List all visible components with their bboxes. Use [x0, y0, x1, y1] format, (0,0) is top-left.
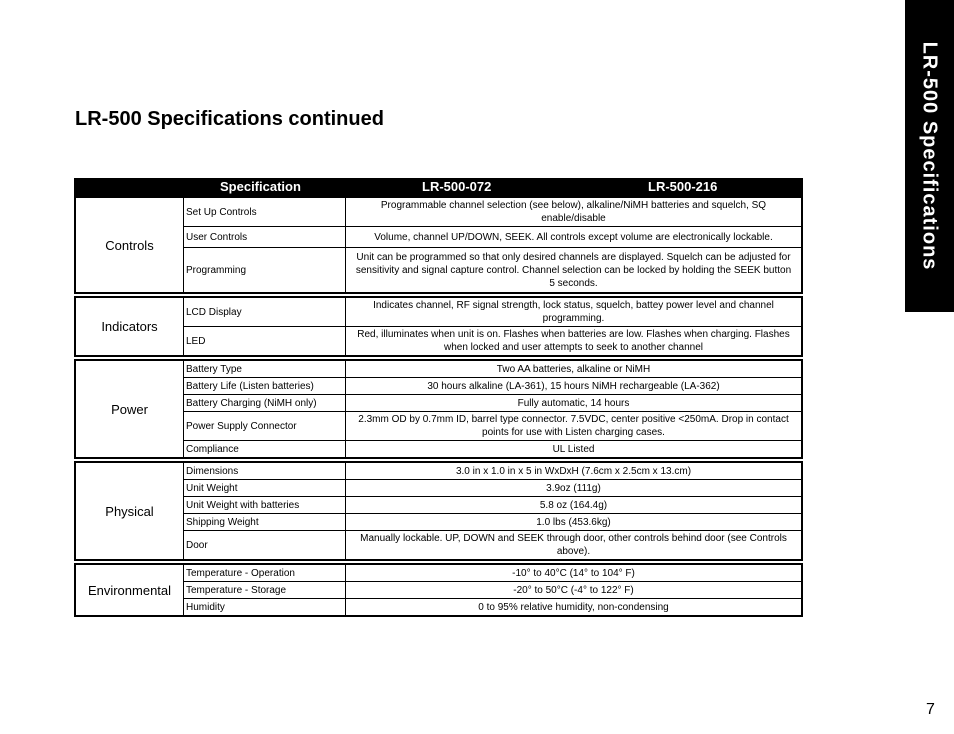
spec-name: Humidity: [184, 599, 346, 615]
spec-value: Indicates channel, RF signal strength, lock status, squelch, battey power level and channel programming.: [373, 300, 774, 324]
spec-name: Door: [184, 531, 346, 559]
spec-value: 1.0 lbs (453.6kg): [536, 516, 611, 528]
section-label: Indicators: [76, 298, 184, 355]
spec-value: 30 hours alkaline (LA-361), 15 hours NiMH rechargeable (LA-362): [427, 380, 720, 392]
table-row: [184, 531, 801, 559]
header-model-b: LR-500-216: [648, 179, 718, 194]
section-4: [74, 563, 803, 617]
spec-name: Temperature - Operation: [184, 565, 346, 581]
section-rows: [184, 198, 801, 292]
table-row: [184, 599, 801, 615]
spec-value: -20° to 50°C (-4° to 122° F): [513, 584, 634, 596]
table-row: [184, 582, 801, 599]
spec-name: User Controls: [184, 227, 346, 247]
table-row: [184, 361, 801, 378]
spec-value: Manually lockable. UP, DOWN and SEEK through door, other controls behind door (see Controls above).: [360, 533, 787, 557]
table-row: [184, 412, 801, 441]
section-rows: [184, 298, 801, 355]
section-0: [74, 197, 803, 294]
table-row: [184, 378, 801, 395]
table-row: [184, 565, 801, 582]
spec-value: Volume, channel UP/DOWN, SEEK. All controls except volume are electronically lockable.: [374, 231, 773, 243]
spec-name: Battery Life (Listen batteries): [184, 378, 346, 394]
spec-name: Unit Weight with batteries: [184, 497, 346, 513]
spec-name: Power Supply Connector: [184, 412, 346, 440]
spec-value: 2.3mm OD by 0.7mm ID, barrel type connector. 7.5VDC, center positive <250mA. Drop in contact points for use with Listen charging cases.: [358, 414, 789, 438]
spec-name: Set Up Controls: [184, 198, 346, 226]
spec-value: -10° to 40°C (14° to 104° F): [512, 567, 635, 579]
spec-name: Unit Weight: [184, 480, 346, 496]
section-label: Environmental: [76, 565, 184, 615]
page-title: LR-500 Specifications continued: [75, 108, 384, 130]
spec-value: Unit can be programmed so that only desired channels are displayed. Squelch can be adjusted for sensitivity and signal capture control. Channel selection can be locked by holding the SEEK button 5 seconds.: [355, 251, 792, 289]
table-row: [184, 441, 801, 457]
spec-name: Compliance: [184, 441, 346, 457]
spec-name: Shipping Weight: [184, 514, 346, 530]
section-rows: [184, 361, 801, 457]
section-2: [74, 359, 803, 459]
table-row: [184, 327, 801, 355]
spec-name: LCD Display: [184, 298, 346, 326]
spec-value: Programmable channel selection (see below), alkaline/NiMH batteries and squelch, SQ enable/disable: [380, 200, 767, 224]
section-label: Controls: [76, 198, 184, 292]
table-row: [184, 198, 801, 227]
spec-value: 5.8 oz (164.4g): [539, 499, 608, 511]
spec-name: Battery Charging (NiMH only): [184, 395, 346, 411]
spec-value: 3.9oz (111g): [546, 482, 601, 494]
spec-value: UL Listed: [552, 443, 595, 455]
section-1: [74, 296, 803, 357]
header-specification: Specification: [220, 179, 301, 194]
spec-value: 0 to 95% relative humidity, non-condensing: [478, 601, 669, 613]
table-header: [74, 178, 803, 197]
spec-name: Programming: [184, 248, 346, 292]
table-row: [184, 298, 801, 327]
section-rows: [184, 565, 801, 615]
table-row: [184, 227, 801, 248]
spec-name: LED: [184, 327, 346, 355]
section-label: Power: [76, 361, 184, 457]
section-3: [74, 461, 803, 561]
spec-table: [74, 178, 803, 617]
section-rows: [184, 463, 801, 559]
section-label: Physical: [76, 463, 184, 559]
table-row: [184, 463, 801, 480]
spec-value: Fully automatic, 14 hours: [517, 397, 630, 409]
table-row: [184, 480, 801, 497]
side-tab: [905, 0, 954, 312]
table-row: [184, 395, 801, 412]
spec-value: Two AA batteries, alkaline or NiMH: [496, 363, 651, 375]
spec-value: Red, illuminates when unit is on. Flashes when batteries are low. Flashes when charging. Flashes when locked and user attempts to seek to another channel: [357, 329, 790, 353]
spec-name: Battery Type: [184, 361, 346, 377]
spec-name: Temperature - Storage: [184, 582, 346, 598]
page-number: 7: [926, 701, 935, 718]
header-model-a: LR-500-072: [422, 179, 492, 194]
spec-name: Dimensions: [184, 463, 346, 479]
table-row: [184, 514, 801, 531]
spec-value: 3.0 in x 1.0 in x 5 in WxDxH (7.6cm x 2.5cm x 13.cm): [455, 465, 692, 477]
side-tab-label: LR-500 Specifications: [918, 41, 941, 271]
table-row: [184, 497, 801, 514]
table-row: [184, 248, 801, 292]
table-body: [74, 197, 803, 617]
